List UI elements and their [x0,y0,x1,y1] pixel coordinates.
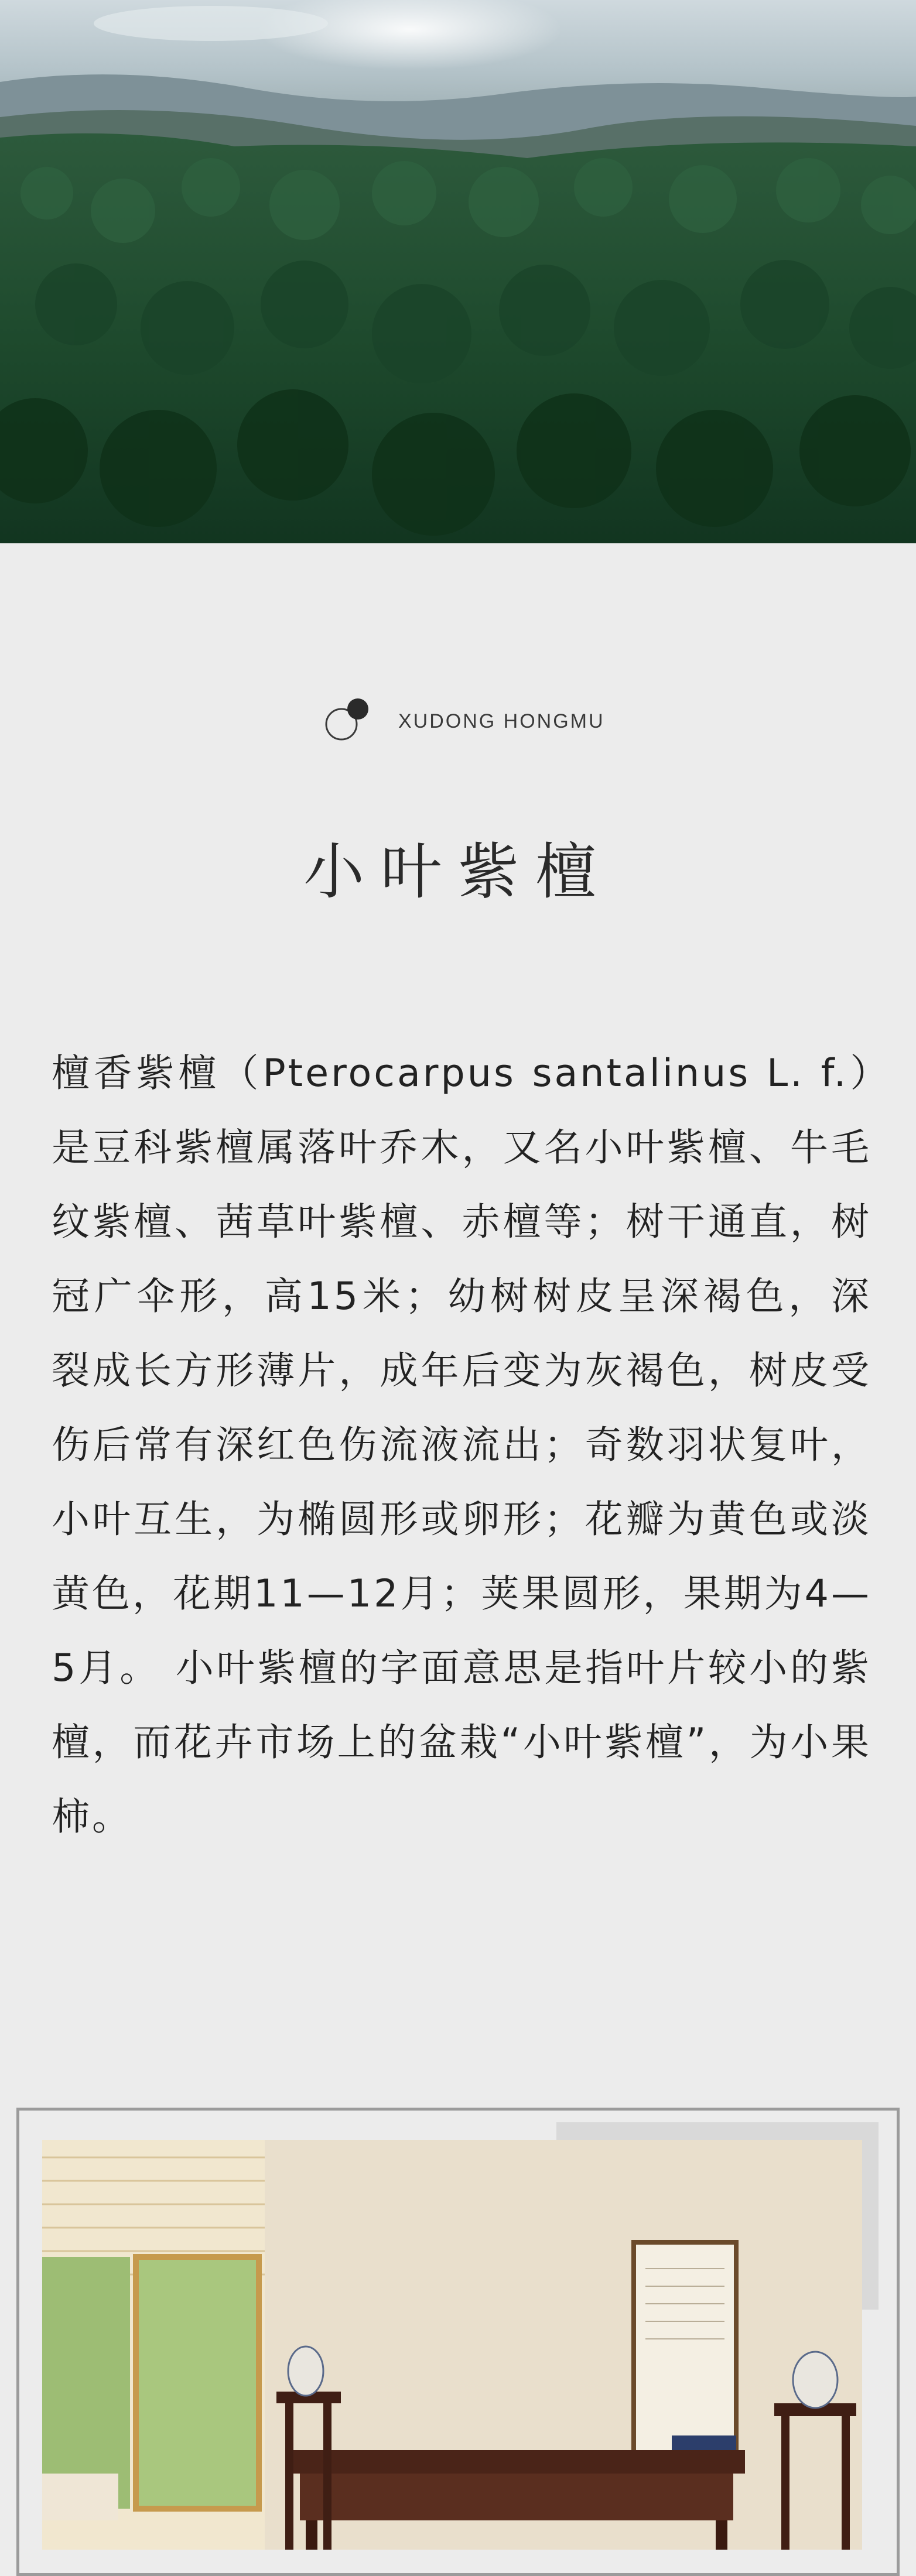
brand-name: XUDONG HONGMU [398,710,605,732]
forest-landscape-illustration [0,0,916,543]
circles-logo-icon [319,694,378,746]
article-body: 檀香紫檀（Pterocarpus santalinus L. f.）是豆科紫檀属落叶乔木，又名小叶紫檀、牛毛纹紫檀、茜草叶紫檀、赤檀等；树干通直，树冠广伞形，高15米；幼树树皮呈深褐色，深裂成长方形薄片，成年后变为灰褐色，树皮受伤后常有深红色伤流液流出；奇数羽状复叶，小叶互生，为椭圆形或卵形；花瓣为黄色或淡黄色，花期11—12月；荚果圆形，果期为4—5月。 小叶紫檀的字面意思是指叶片较小的紫檀，而花卉市场上的盆栽“小叶紫檀”，为小果柿。 [52,1051,871,1839]
interior-illustration [42,2140,862,2550]
brand-header [0,694,916,746]
hero-forest-image [0,0,916,543]
furniture-interior-photo [42,2140,862,2550]
page-title: 小叶紫檀 [303,835,613,907]
